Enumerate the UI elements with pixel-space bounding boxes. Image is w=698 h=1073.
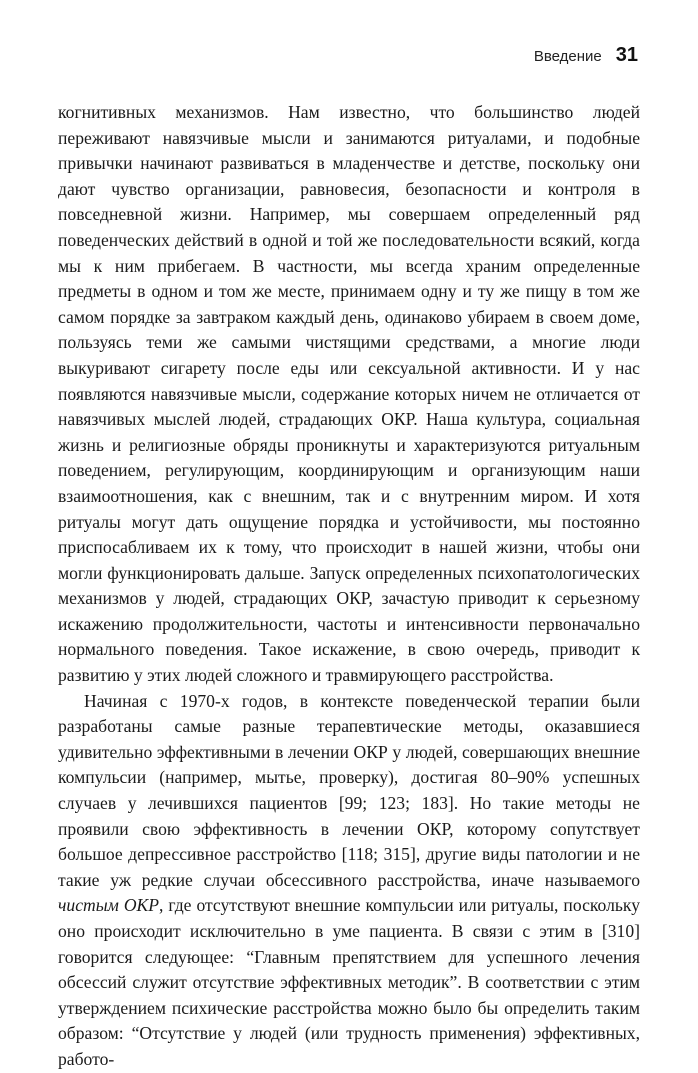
paragraph-2 bbox=[58, 689, 640, 1073]
paragraph-2-text-b: , где отсутствуют внешние компульсии или ритуалы, поскольку оно происходит исключительно в уме пациента. В связи с этим в [310] говорится следующее: “Главным препятствием для успешного лечения обсессий служит отсутствие эффективных методик”. В соответствии с этим утверждением психические расстройства можно было бы определить таким образом: “Отсутствие у людей (или трудность применения) эффективных, работо- bbox=[58, 895, 640, 1069]
paragraph-1: когнитивных механизмов. Нам известно, что большинство людей переживают навязчивые мысли и занимаются ритуалами, и подобные привычки начинают развиваться в младенчестве и детстве, поскольку они дают чувство организации, равновесия, безопасности и контроля в повседневной жизни. Например, мы совершаем определенный ряд поведенческих действий в одной и той же последовательности всякий, когда мы к ним прибегаем. В частности, мы всегда храним определенные предметы в одном и том же месте, принимаем одну и ту же пищу в том же самом порядке за завтраком каждый день, одинаково убираем в своем доме, пользуясь теми же самыми чистящими средствами, а многие люди выкуривают сигарету после еды или сексуальной активности. И у нас появляются навязчивые мысли, содержание которых ничем не отличается от навязчивых мыслей людей, страдающих ОКР. Наша культура, социальная жизнь и религиозные обряды проникнуты и характеризуются ритуальным поведением, регулирующим, координирующим и организующим наши взаимоотношения, как с внешним, так и с внутренним миром. И хотя ритуалы могут дать ощущение порядка и устойчивости, мы постоянно приспосабливаем их к тому, что происходит в нашей жизни, чтобы они могли функционировать дальше. Запуск определенных психопатологических механизмов у людей, страдающих ОКР, зачастую приводит к серьезному искажению продолжительности, частоты и интенсивности первоначально нормального поведения. Такое искажение, в свою очередь, приводит к развитию у этих людей сложного и травмирующего расстройства. bbox=[58, 102, 640, 686]
body-text bbox=[58, 100, 640, 1073]
page-number: 31 bbox=[615, 44, 638, 66]
running-header bbox=[534, 44, 638, 67]
paragraph-2-text-a: Начиная с 1970-х годов, в контексте поведенческой терапии были разработаны самые разные терапевтические методы, оказавшиеся удивительно эффективными в лечении ОКР у людей, совершающих внешние компульсии (например, мытье, проверку), достигая 80–90% успешных случаев у лечившихся пациентов [99; 123; 183]. Но такие методы не проявили свою эффективность в лечении ОКР, которому сопутствует большое депрессивное расстройство [118; 315], другие виды патологии и не такие уж редкие случаи обсессивного расстройства, иначе называемого bbox=[58, 690, 640, 890]
section-title: Введение bbox=[533, 48, 602, 65]
paragraph-2-italic-term: чистым ОКР bbox=[58, 895, 159, 916]
